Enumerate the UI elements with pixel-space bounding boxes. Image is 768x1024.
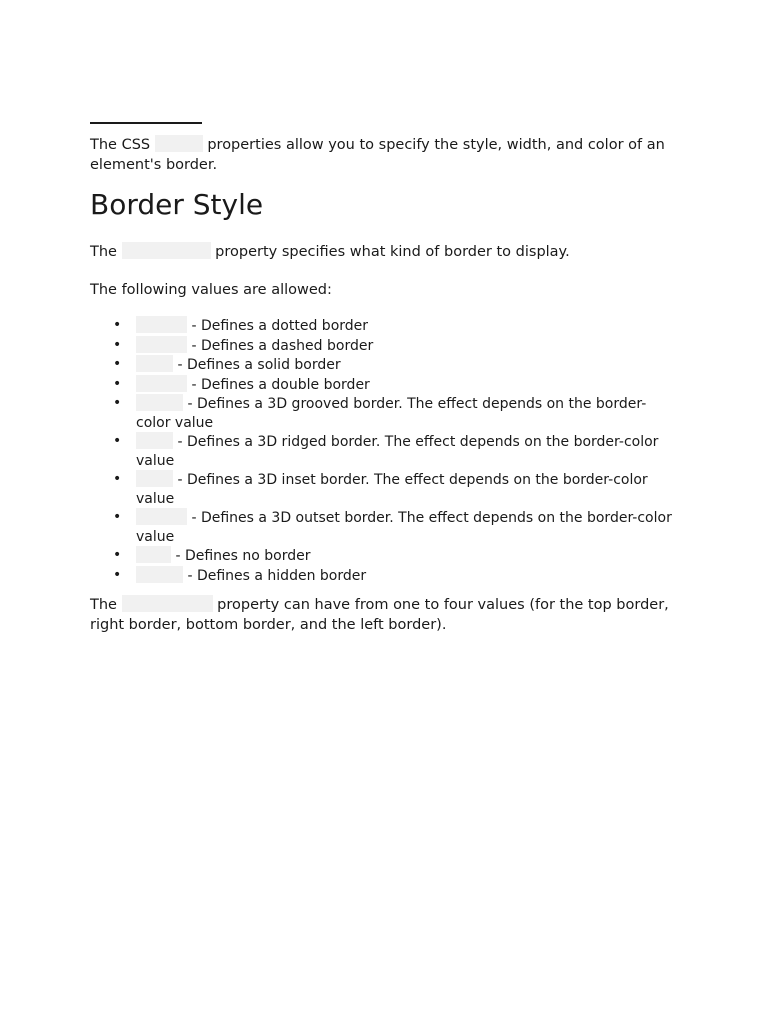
para1-text-before: The [90,244,122,260]
code-placeholder [136,566,183,583]
list-item [90,508,676,546]
section-heading: Border Style [90,188,264,221]
list-item [90,316,676,336]
list-item-text: - Defines a dashed border [187,337,374,354]
para1-text-after: property specifies what kind of border to display. [210,244,570,260]
code-placeholder [136,470,173,487]
top-rule [90,122,202,124]
bullet: • [113,395,122,411]
list-item [90,375,676,395]
list-item-text: - Defines no border [171,548,311,564]
paragraph-allowed-values: The following values are allowed: [90,282,332,298]
list-item [90,546,676,566]
code-placeholder [136,316,187,333]
list-item [90,394,676,432]
bullet: • [113,375,122,392]
list-item-text: - Defines a double border [187,376,370,393]
bullet: • [113,471,122,487]
code-placeholder [136,432,173,449]
list-item-text: - Defines a hidden border [183,567,367,584]
intro-text-before: The CSS [90,137,155,153]
bullet: • [113,566,122,583]
list-item [90,355,676,375]
list-item-text: - Defines a 3D outset border. The effect depends on the border-color value [136,510,672,545]
code-placeholder [136,375,187,392]
list-item-text: - Defines a 3D ridged border. The effect depends on the border-color value [136,434,659,469]
bullet: • [113,433,122,449]
bullet: • [113,509,122,525]
list-item [90,336,676,356]
code-placeholder [136,394,183,411]
code-placeholder [122,595,213,612]
bullet: • [113,356,122,372]
list-item [90,566,676,586]
para3-text-before: The [90,597,122,613]
code-placeholder [155,135,203,152]
code-placeholder [136,546,171,563]
code-placeholder [122,242,211,259]
paragraph-border-style [90,242,690,262]
bullet: • [113,547,122,563]
list-item-text: - Defines a 3D inset border. The effect depends on the border-color value [136,472,648,507]
code-placeholder [136,355,173,372]
values-list [90,316,690,585]
list-item [90,470,676,508]
bullet: • [113,317,122,333]
list-item [90,432,676,470]
list-item-text: - Defines a 3D grooved border. The effect depends on the border-color value [136,396,647,431]
para3-text-after: property can have from one to four values (for the top border, right border, bottom border, and the left border). [90,597,669,633]
list-item-text: - Defines a solid border [173,357,341,373]
intro-paragraph [90,135,690,175]
bullet: • [113,336,122,353]
code-placeholder [136,336,187,353]
code-placeholder [136,508,187,525]
list-item-text: - Defines a dotted border [187,318,369,334]
intro-text-after: properties allow you to specify the style, width, and color of an element's border. [90,137,665,173]
paragraph-four-values [90,595,690,635]
